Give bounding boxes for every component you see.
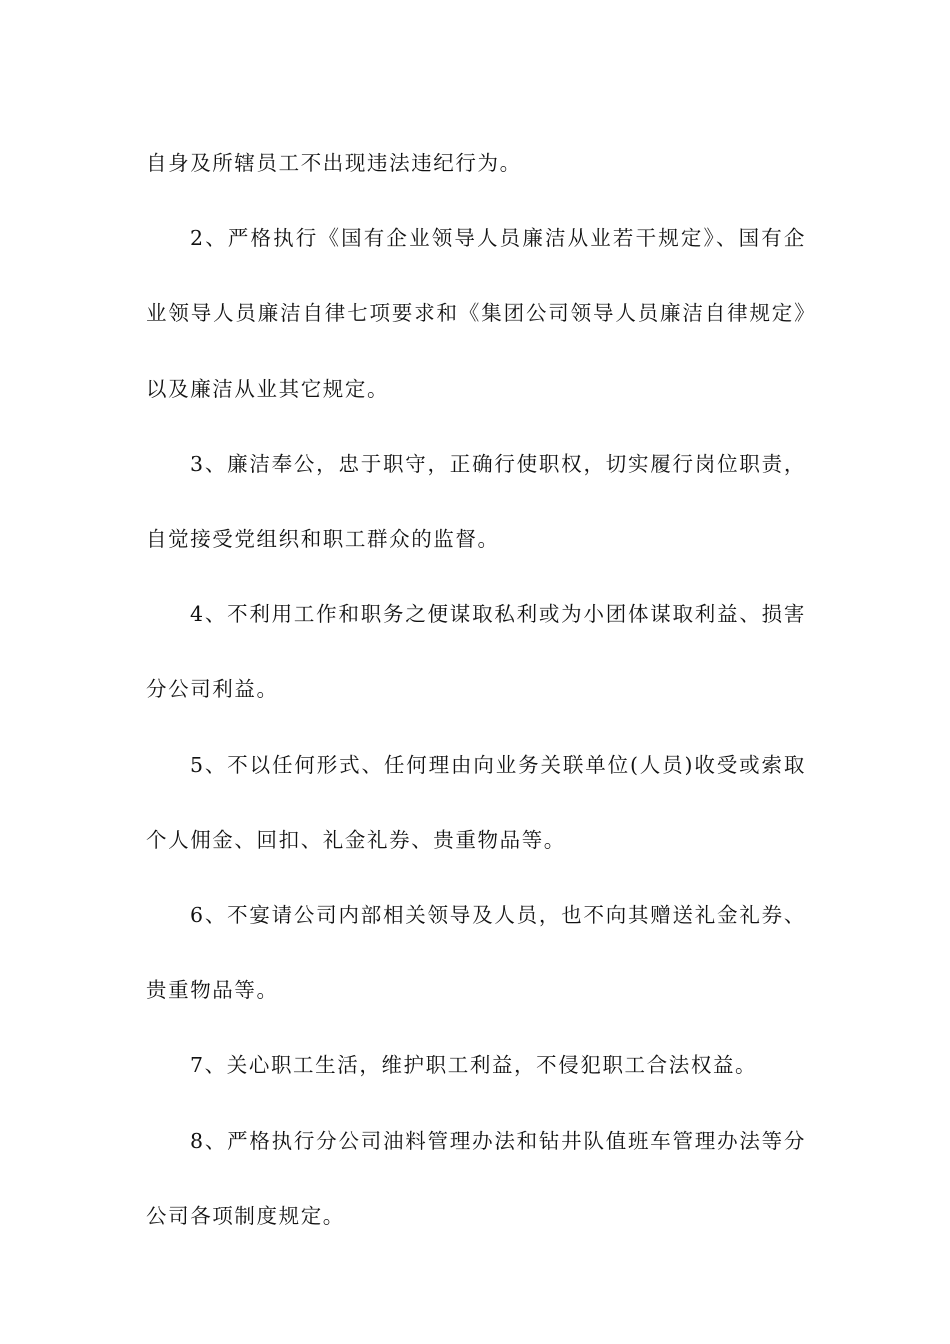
paragraph-continuation: 自身及所辖员工不出现违法违纪行为。 — [146, 151, 522, 175]
paragraph-item-3: 3、廉洁奉公，忠于职守，正确行使职权，切实履行岗位职责，自觉接受党组织和职工群众的监督。 — [146, 451, 806, 552]
paragraph-item-4: 4、不利用工作和职务之便谋取私利或为小团体谋取利益、损害分公司利益。 — [146, 602, 806, 702]
paragraph-item-8: 8、严格执行分公司油料管理办法和钻井队值班车管理办法等分公司各项制度规定。 — [146, 1128, 806, 1228]
paragraph-item-7: 7、关心职工生活，维护职工利益，不侵犯职工合法权益。 — [190, 1053, 758, 1078]
paragraph-item-2: 2、严格执行《国有企业领导人员廉洁从业若干规定》、国有企业领导人员廉洁自律七项要求和《集团公司领导人员廉洁自律规定》以及廉洁从业其它规定。 — [146, 226, 806, 401]
paragraph-item-6: 6、不宴请公司内部相关领导及人员，也不向其赠送礼金礼券、贵重物品等。 — [146, 903, 806, 1003]
document-body — [146, 126, 806, 1254]
paragraph-item-5: 5、不以任何形式、任何理由向业务关联单位(人员)收受或索取个人佣金、回扣、礼金礼券、贵重物品等。 — [146, 752, 806, 852]
